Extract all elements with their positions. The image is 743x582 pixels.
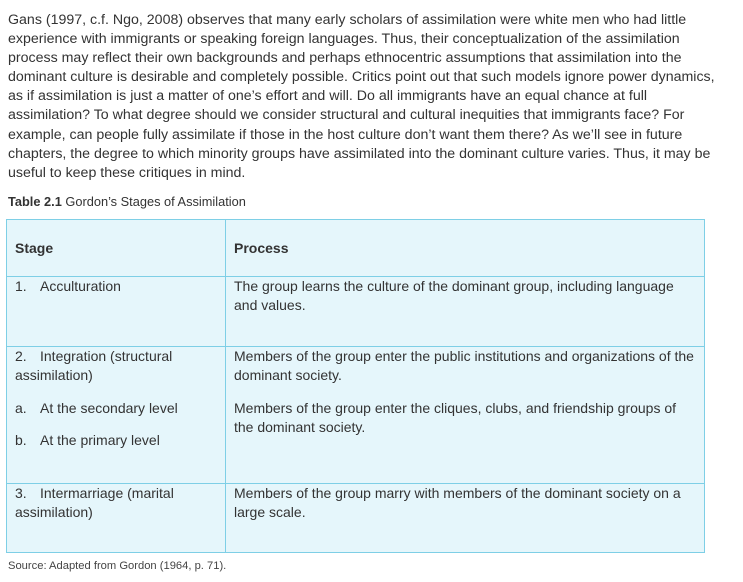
table-caption-title: Gordon’s Stages of Assimilation (61, 194, 246, 209)
stage-main (15, 347, 217, 385)
stage-sub-letter: b. (15, 432, 27, 448)
table-row (7, 277, 705, 347)
stage-sub-item (15, 399, 217, 418)
stage-cell (7, 277, 226, 347)
table-caption (8, 194, 246, 210)
table-caption-label: Table 2.1 (8, 194, 62, 209)
process-sub: Members of the group enter the cliques, clubs, and friendship groups of the dominant society. (234, 400, 677, 435)
stage-cell (7, 484, 226, 553)
body-paragraph: Gans (1997, c.f. Ngo, 2008) observes that many early scholars of assimilation were white men who had little experience with immigrants or speaking foreign languages. Thus, their conceptualization of the assimilation process may reflect their own backgrounds and perhaps ethnocentric assumptions that assimilation into the dominant culture is desirable and completely possible. Critics point out that such models ignore power dynamics, as if assimilation is just a matter of one’s effort and will. Do all immigrants have an equal chance at full assimilation? To what degree should we consider structural and cultural inequities that immigrants face? For example, can people fully assimilate if those in the host culture don’t want them there? As we’ll see in future chapters, the degree to which minority groups have assimilated into the dominant culture varies. Thus, it may be useful to keep these critiques in mind. (8, 12, 715, 181)
header-process: Process (226, 220, 705, 277)
process-cell: Members of the group marry with members of the dominant society on a large scale. (226, 484, 705, 553)
stage-sub-label: At the primary level (40, 432, 160, 448)
stage-sub-label: At the secondary level (40, 400, 178, 416)
process-cell (226, 347, 705, 484)
stage-label: Intermarriage (marital assimilation) (15, 485, 174, 520)
table-row (7, 347, 705, 484)
assimilation-stages-table (6, 219, 705, 553)
stage-number: 3. (15, 485, 27, 501)
process-cell: The group learns the culture of the dominant group, including language and values. (226, 277, 705, 347)
stage-number: 1. (15, 278, 27, 294)
stage-label: Integration (structural assimilation) (15, 348, 173, 383)
table-header-row (7, 220, 705, 277)
stage-label: Acculturation (40, 278, 121, 294)
stage-sub-letter: a. (15, 400, 27, 416)
table-source: Source: Adapted from Gordon (1964, p. 71). (8, 560, 227, 572)
header-stage: Stage (7, 220, 226, 277)
stage-sub-item (15, 431, 217, 450)
stage-cell (7, 347, 226, 484)
stage-number: 2. (15, 348, 27, 364)
table-row (7, 484, 705, 553)
process-main: Members of the group enter the public institutions and organizations of the dominant society. (234, 348, 694, 383)
